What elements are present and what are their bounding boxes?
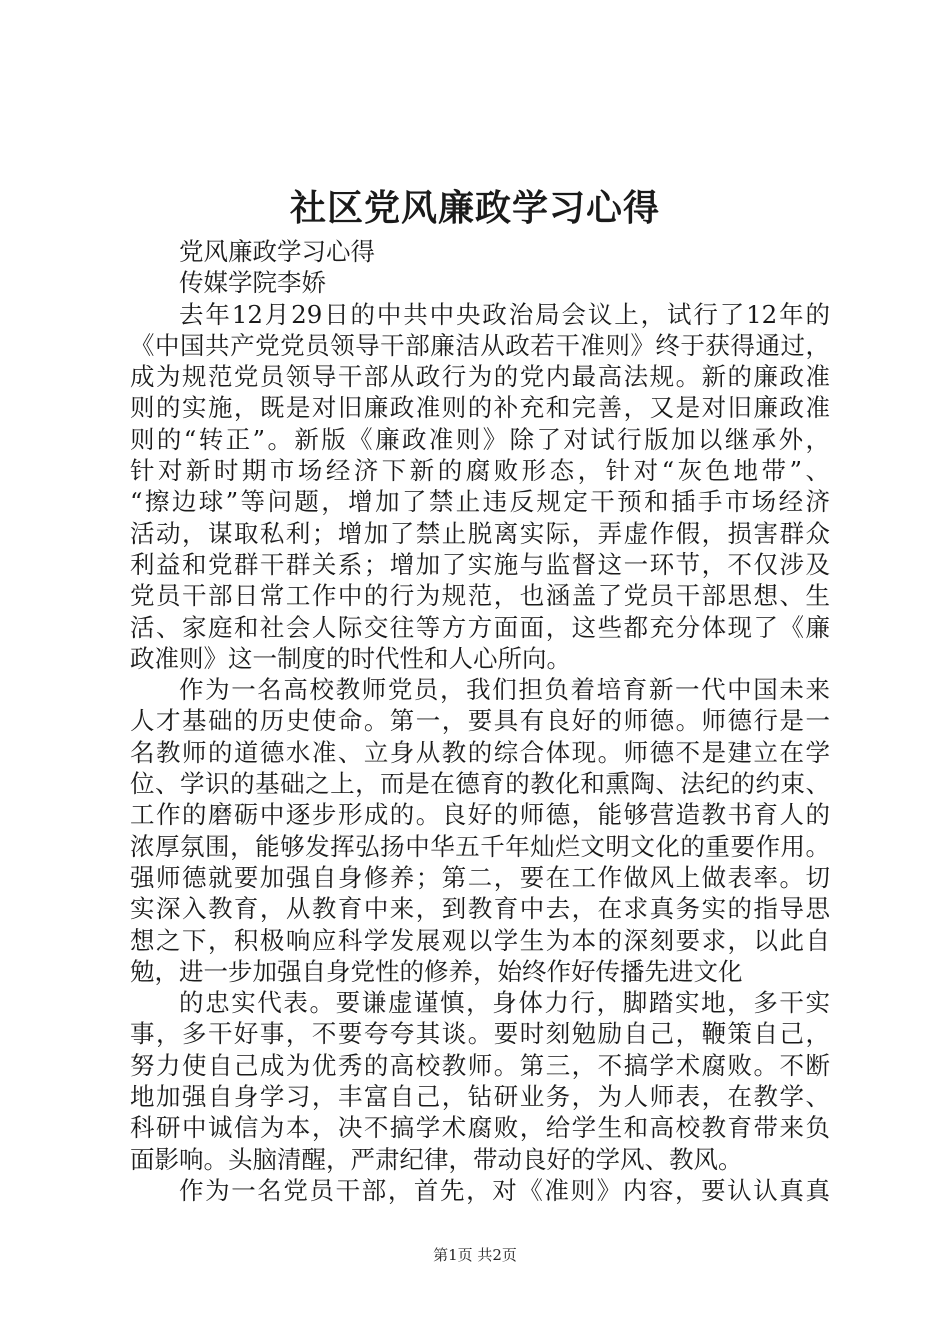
body-line: 想之下，积极响应科学发展观以学生为本的深刻要求，以此自 xyxy=(130,925,830,955)
body-line: 科研中诚信为本，决不搞学术腐败，给学生和高校教育带来负 xyxy=(130,1113,830,1143)
body-line: 则的“转正”。新版《廉政准则》除了对试行版加以继承外， xyxy=(130,424,830,454)
body-line: 工作的磨砺中逐步形成的。良好的师德，能够营造教书育人的 xyxy=(130,800,830,830)
body-line: 活动，谋取私利；增加了禁止脱离实际，弄虚作假，损害群众 xyxy=(130,518,830,548)
page-footer: 第1页 共2页 xyxy=(433,1246,517,1264)
body-line: 地加强自身学习，丰富自己，钻研业务，为人师表，在教学、 xyxy=(130,1082,830,1112)
body-line: 浓厚氛围，能够发挥弘扬中华五千年灿烂文明文化的重要作用。 xyxy=(130,831,830,861)
body-line: 位、学识的基础之上，而是在德育的教化和熏陶、法纪的约束、 xyxy=(130,769,830,799)
body-line: 人才基础的历史使命。第一，要具有良好的师德。师德行是一 xyxy=(130,706,830,736)
body-line: 名教师的道德水准、立身从教的综合体现。师德不是建立在学 xyxy=(130,737,830,767)
body-line: 党风廉政学习心得 xyxy=(179,237,375,266)
body-line: 活、家庭和社会人际交往等方方面面，这些都充分体现了《廉 xyxy=(130,612,830,642)
body-line: 则的实施，既是对旧廉政准则的补充和完善，又是对旧廉政准 xyxy=(130,393,830,423)
body-line: 利益和党群干群关系；增加了实施与监督这一环节，不仅涉及 xyxy=(130,549,830,579)
body-line: 成为规范党员领导干部从政行为的党内最高法规。新的廉政准 xyxy=(130,362,830,392)
body-line: 实深入教育，从教育中来，到教育中去，在求真务实的指导思 xyxy=(130,894,830,924)
body-line: “擦边球”等问题，增加了禁止违反规定干预和插手市场经济 xyxy=(130,487,830,517)
document-body xyxy=(130,236,830,1206)
body-line: 作为一名党员干部，首先，对《准则》内容，要认认真真 xyxy=(179,1175,830,1205)
body-line: 努力使自己成为优秀的高校教师。第三，不搞学术腐败。不断 xyxy=(130,1050,830,1080)
document-title: 社区党风廉政学习心得 xyxy=(289,187,660,229)
body-line: 勉，进一步加强自身党性的修养，始终作好传播先进文化 xyxy=(130,956,743,986)
body-line: 去年12月29日的中共中央政治局会议上，试行了12年的 xyxy=(179,299,830,329)
body-line: 事，多干好事，不要夸夸其谈。要时刻勉励自己，鞭策自己， xyxy=(130,1019,830,1049)
body-line: 党员干部日常工作中的行为规范，也涵盖了党员干部思想、生 xyxy=(130,581,830,611)
body-line: 政准则》这一制度的时代性和人心所向。 xyxy=(130,643,571,673)
body-line: 强师德就要加强自身修养；第二，要在工作做风上做表率。切 xyxy=(130,862,830,892)
body-line: 的忠实代表。要谦虚谨慎，身体力行，脚踏实地，多干实 xyxy=(179,988,830,1018)
body-line: 传媒学院李娇 xyxy=(179,268,326,298)
body-line: 面影响。头脑清醒，严肃纪律，带动良好的学风、教风。 xyxy=(130,1144,743,1174)
body-line: 《中国共产党党员领导干部廉洁从政若干准则》终于获得通过， xyxy=(130,330,830,360)
body-line: 作为一名高校教师党员，我们担负着培育新一代中国未来 xyxy=(179,675,830,705)
body-line: 针对新时期市场经济下新的腐败形态，针对“灰色地带”、 xyxy=(130,456,830,486)
